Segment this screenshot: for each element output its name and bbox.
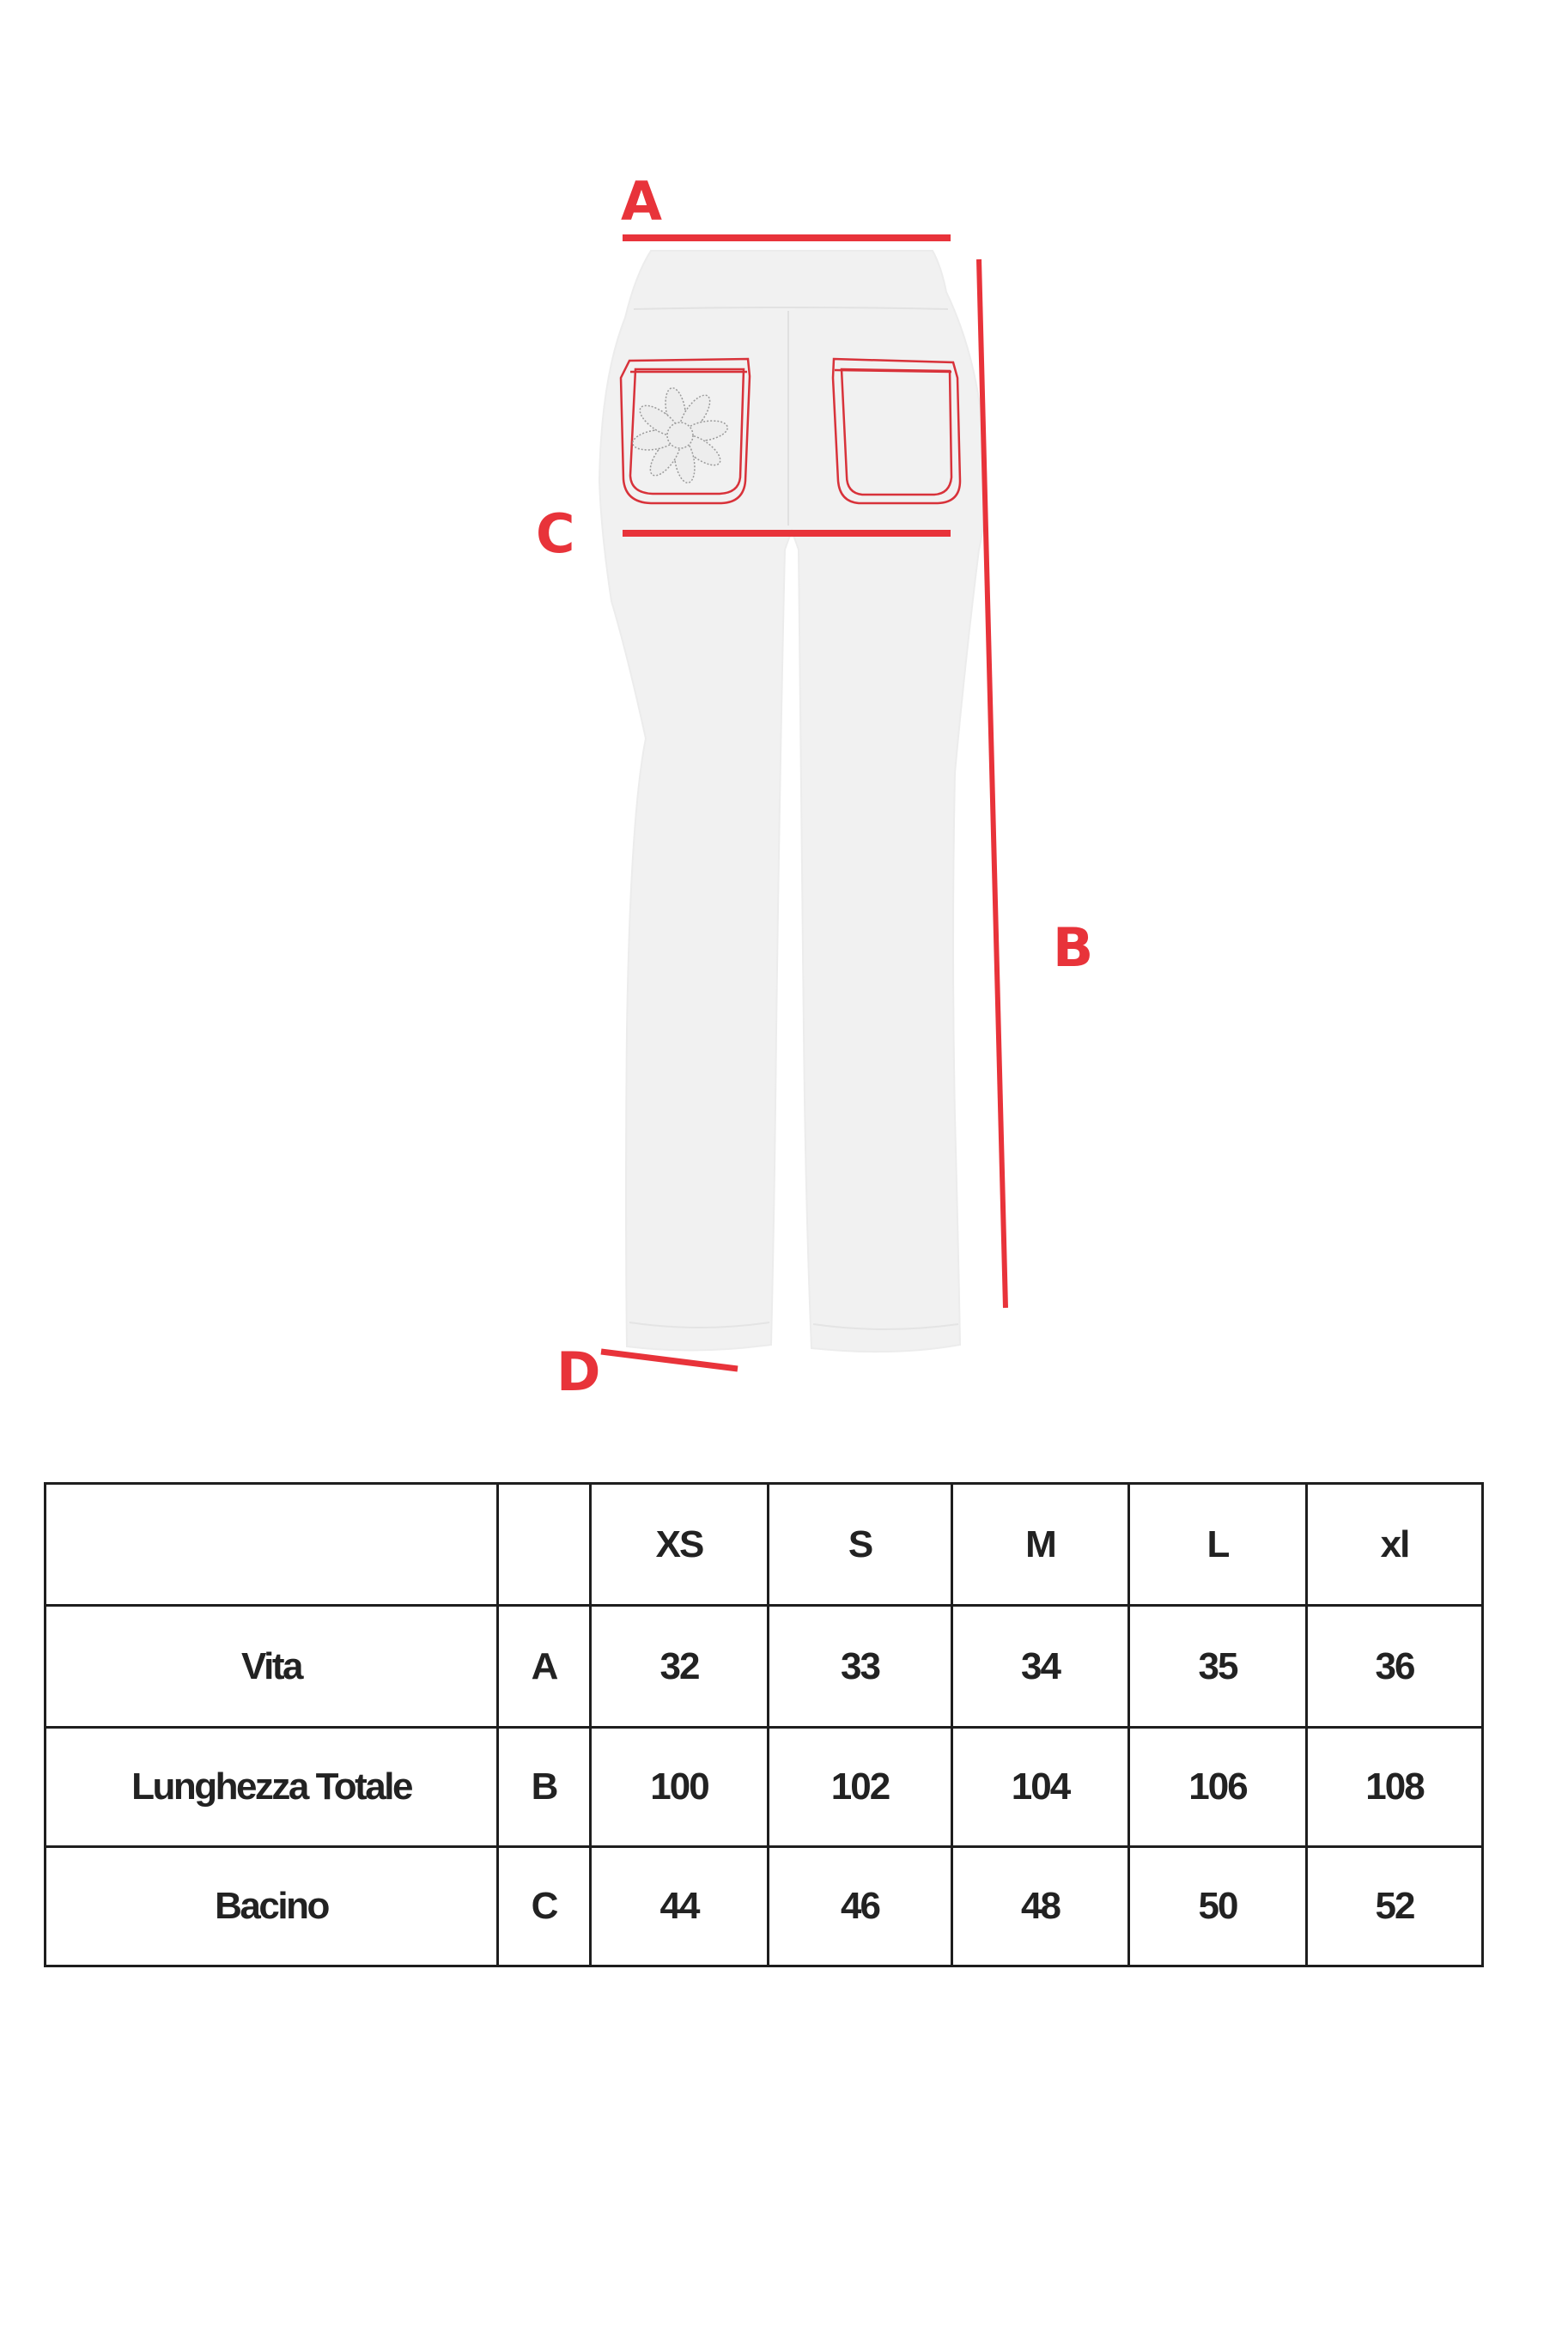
measure-label-c: C xyxy=(536,502,575,565)
table-header-row xyxy=(46,1484,1483,1606)
table-cell: 44 xyxy=(591,1847,769,1966)
table-row xyxy=(46,1847,1483,1966)
row-code: B xyxy=(498,1728,591,1847)
header-cell-code xyxy=(498,1484,591,1606)
table-cell: 52 xyxy=(1307,1847,1483,1966)
table-cell: 32 xyxy=(591,1606,769,1728)
table-cell: 108 xyxy=(1307,1728,1483,1847)
table-cell: 36 xyxy=(1307,1606,1483,1728)
table-cell: 100 xyxy=(591,1728,769,1847)
table-cell: 46 xyxy=(769,1847,952,1966)
header-size-xs: XS xyxy=(591,1484,769,1606)
table-row xyxy=(46,1728,1483,1847)
row-label: Vita xyxy=(46,1606,498,1728)
measure-line-b xyxy=(979,259,1006,1308)
row-label: Lunghezza Totale xyxy=(46,1728,498,1847)
size-chart-table xyxy=(44,1482,1484,1967)
table-cell: 106 xyxy=(1129,1728,1307,1847)
measure-label-d: D xyxy=(556,1340,601,1403)
measure-label-b: B xyxy=(1053,916,1094,979)
table-row xyxy=(46,1606,1483,1728)
row-label: Bacino xyxy=(46,1847,498,1966)
table-cell: 104 xyxy=(952,1728,1129,1847)
header-size-s: S xyxy=(769,1484,952,1606)
header-size-m: M xyxy=(952,1484,1129,1606)
header-size-l: L xyxy=(1129,1484,1307,1606)
header-cell-empty xyxy=(46,1484,498,1606)
measure-line-d xyxy=(601,1352,738,1369)
table-cell: 48 xyxy=(952,1847,1129,1966)
table-cell: 35 xyxy=(1129,1606,1307,1728)
table-cell: 34 xyxy=(952,1606,1129,1728)
table-cell: 50 xyxy=(1129,1847,1307,1966)
measure-label-a: A xyxy=(621,170,662,233)
row-code: C xyxy=(498,1847,591,1966)
row-code: A xyxy=(498,1606,591,1728)
table-cell: 102 xyxy=(769,1728,952,1847)
header-size-xl: xl xyxy=(1307,1484,1483,1606)
table-cell: 33 xyxy=(769,1606,952,1728)
